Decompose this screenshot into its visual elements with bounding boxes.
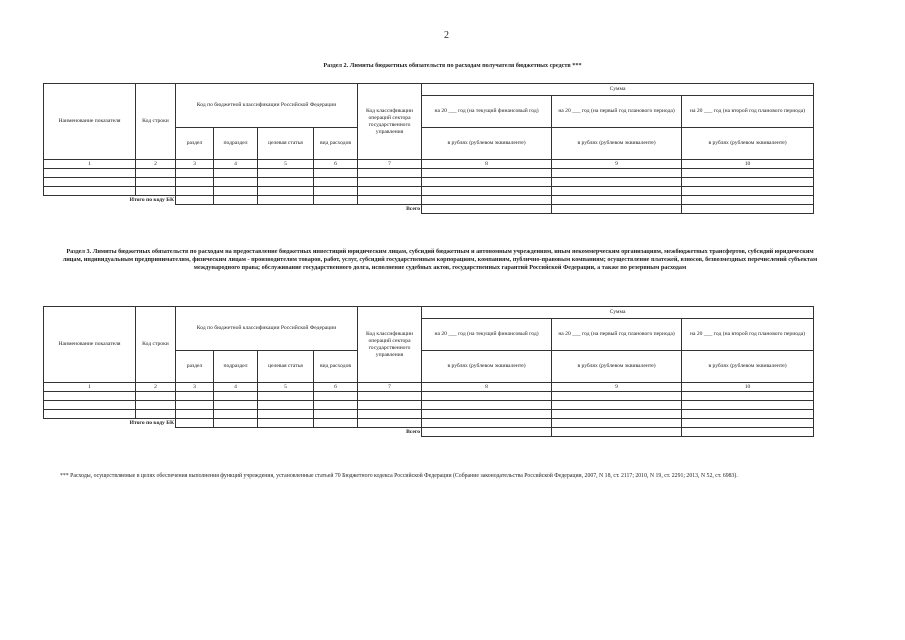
header-bk: Код по бюджетной классификации Российской Федерации: [176, 84, 358, 128]
table-row: [44, 169, 814, 178]
section3-table: [43, 306, 814, 437]
table-row: [44, 401, 814, 410]
col-num: 5: [258, 160, 314, 169]
table-row: [44, 187, 814, 196]
col-num: 3: [176, 383, 214, 392]
header-year2: на 20 ___ год (на первый год планового периода): [552, 96, 682, 128]
col-num: 5: [258, 383, 314, 392]
header-unit3: в рублях (рублевом эквиваленте): [682, 128, 814, 160]
header-year3: на 20 ___ год (на второй год планового периода): [682, 96, 814, 128]
col-num: 8: [422, 383, 552, 392]
col-num: 9: [552, 160, 682, 169]
total-bk-row: [44, 196, 814, 205]
col-num: 6: [314, 160, 358, 169]
col-num: 3: [176, 160, 214, 169]
col-num: 1: [44, 160, 136, 169]
table-row: [44, 410, 814, 419]
header-razdel: раздел: [176, 351, 214, 383]
header-code: Код строки: [136, 84, 176, 160]
header-cs: целевая статья: [258, 128, 314, 160]
section2-title: Раздел 2. Лимиты бюджетных обязательств по расходам получателя бюджетных средств ***: [323, 62, 582, 69]
grand-total-row: [44, 428, 814, 437]
col-num: 7: [358, 160, 422, 169]
grand-total-row: [44, 205, 814, 214]
header-unit1: в рублях (рублевом эквиваленте): [422, 128, 552, 160]
header-year3: на 20 ___ год (на второй год планового периода): [682, 319, 814, 351]
table-row: [44, 178, 814, 187]
header-vr: вид расходов: [314, 351, 358, 383]
header-podrazdel: подраздел: [214, 128, 258, 160]
col-num: 10: [682, 383, 814, 392]
header-sum: Сумма: [422, 307, 814, 319]
total-bk-label: Итого по коду БК: [129, 196, 174, 203]
col-num: 2: [136, 160, 176, 169]
header-unit3: в рублях (рублевом эквиваленте): [682, 351, 814, 383]
column-number-row: [44, 383, 814, 392]
table-row: [44, 392, 814, 401]
header-unit2: в рублях (рублевом эквиваленте): [552, 128, 682, 160]
col-num: 10: [682, 160, 814, 169]
header-name: Наименование показателя: [44, 84, 136, 160]
header-vr: вид расходов: [314, 128, 358, 160]
header-unit2: в рублях (рублевом эквиваленте): [552, 351, 682, 383]
col-num: 9: [552, 383, 682, 392]
header-bk: Код по бюджетной классификации Российской Федерации: [176, 307, 358, 351]
col-num: 7: [358, 383, 422, 392]
header-kosgu: Код классификации операций сектора государственного управления: [358, 307, 422, 383]
col-num: 1: [44, 383, 136, 392]
header-year1: на 20 ___ год (на текущий финансовый год): [422, 319, 552, 351]
section3-title: Раздел 3. Лимиты бюджетных обязательств по расходам на предоставление бюджетных инвестиций юридическим лицам, субсидий бюджетным и автономным учреждениям, иным некоммерческим организациям, межбюджетных трансфертов, субсидий юридическим лицам, индивидуальным предпринимателям, физическим лицам - производителям товаров, работ, услуг, субсидий государственным корпорациям, компаниям, публично-правовым компаниям; осуществление платежей, взносов, безвозмездных перечислений субъектам международного права; обслуживание государственного долга, исполнение судебных актов, государственных гарантий Российской Федерации, а также по резервным расходам: [62, 248, 818, 271]
col-num: 2: [136, 383, 176, 392]
col-num: 4: [214, 383, 258, 392]
col-num: 6: [314, 383, 358, 392]
header-name: Наименование показателя: [44, 307, 136, 383]
header-sum: Сумма: [422, 84, 814, 96]
section2-table: [43, 83, 814, 214]
total-bk-label: Итого по коду БК: [129, 419, 174, 426]
header-year2: на 20 ___ год (на первый год планового периода): [552, 319, 682, 351]
column-number-row: [44, 160, 814, 169]
header-kosgu: Код классификации операций сектора государственного управления: [358, 84, 422, 160]
header-cs: целевая статья: [258, 351, 314, 383]
total-bk-row: [44, 419, 814, 428]
total-label: Всего: [358, 428, 422, 437]
header-razdel: раздел: [176, 128, 214, 160]
page-number: 2: [444, 30, 449, 41]
header-year1: на 20 ___ год (на текущий финансовый год): [422, 96, 552, 128]
col-num: 4: [214, 160, 258, 169]
header-podrazdel: подраздел: [214, 351, 258, 383]
header-unit1: в рублях (рублевом эквиваленте): [422, 351, 552, 383]
footnote: *** Расходы, осуществляемые в целях обеспечения выполнения функций учреждения, установленные статьей 70 Бюджетного кодекса Российской Федерации (Собрание законодательства Российской Федерации, 2007, N 18, ст. 2117; 2010, N 19, ст. 2291; 2013, N 52, ст. 6983).: [60, 473, 738, 479]
header-code: Код строки: [136, 307, 176, 383]
col-num: 8: [422, 160, 552, 169]
total-label: Всего: [358, 205, 422, 214]
